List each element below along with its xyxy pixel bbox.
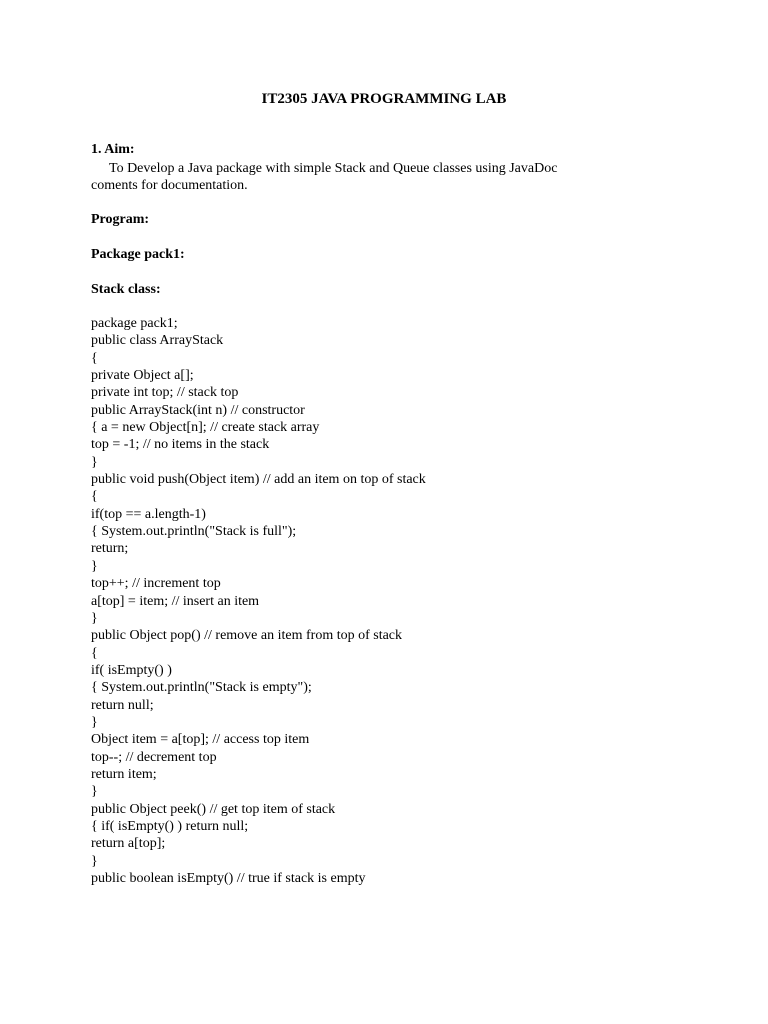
code-line: { System.out.println("Stack is full"); [91,524,297,540]
code-line: } [91,853,98,869]
code-line: public boolean isEmpty() // true if stack is empty [91,871,366,886]
program-heading: Program: [91,212,150,227]
code-line: if(top == a.length-1) [91,506,206,522]
package-heading: Package pack1: [91,247,185,262]
code-line: a[top] = item; // insert an item [91,593,260,609]
code-line: return; [91,541,129,557]
code-line: top--; // decrement top [91,749,217,765]
code-line: { System.out.println("Stack is empty"); [91,680,312,696]
code-line: private int top; // stack top [91,385,239,401]
aim-heading: 1. Aim: [91,142,135,157]
code-line: return null; [91,697,154,713]
code-listing [91,315,691,887]
stack-class-heading: Stack class: [91,282,161,297]
code-line: return a[top]; [91,836,166,852]
code-line: top = -1; // no items in the stack [91,437,270,453]
code-line: public class ArrayStack [91,333,224,349]
code-line: package pack1; [91,316,178,331]
code-line: Object item = a[top]; // access top item [91,732,310,748]
code-line: public void push(Object item) // add an item on top of stack [91,472,426,488]
aim-paragraph [91,160,691,195]
code-line: { [91,645,98,661]
aim-line-2: coments for documentation. [91,178,248,194]
code-line: { [91,489,98,505]
code-line: } [91,454,98,470]
code-line: public Object pop() // remove an item from top of stack [91,628,403,644]
code-line: } [91,714,98,730]
code-line: return item; [91,766,157,782]
aim-line-1: To Develop a Java package with simple Stack and Queue classes using JavaDoc [109,161,558,176]
code-line: } [91,558,98,574]
code-line: if( isEmpty() ) [91,662,172,678]
code-line: top++; // increment top [91,576,221,592]
document-title: IT2305 JAVA PROGRAMMING LAB [261,91,507,107]
code-line: public Object peek() // get top item of stack [91,801,336,817]
code-line: private Object a[]; [91,368,194,384]
code-line: } [91,784,98,800]
code-line: } [91,610,98,626]
code-line: { a = new Object[n]; // create stack array [91,420,320,436]
code-line: { [91,350,98,366]
code-line: { if( isEmpty() ) return null; [91,818,249,834]
code-line: public ArrayStack(int n) // constructor [91,402,305,418]
